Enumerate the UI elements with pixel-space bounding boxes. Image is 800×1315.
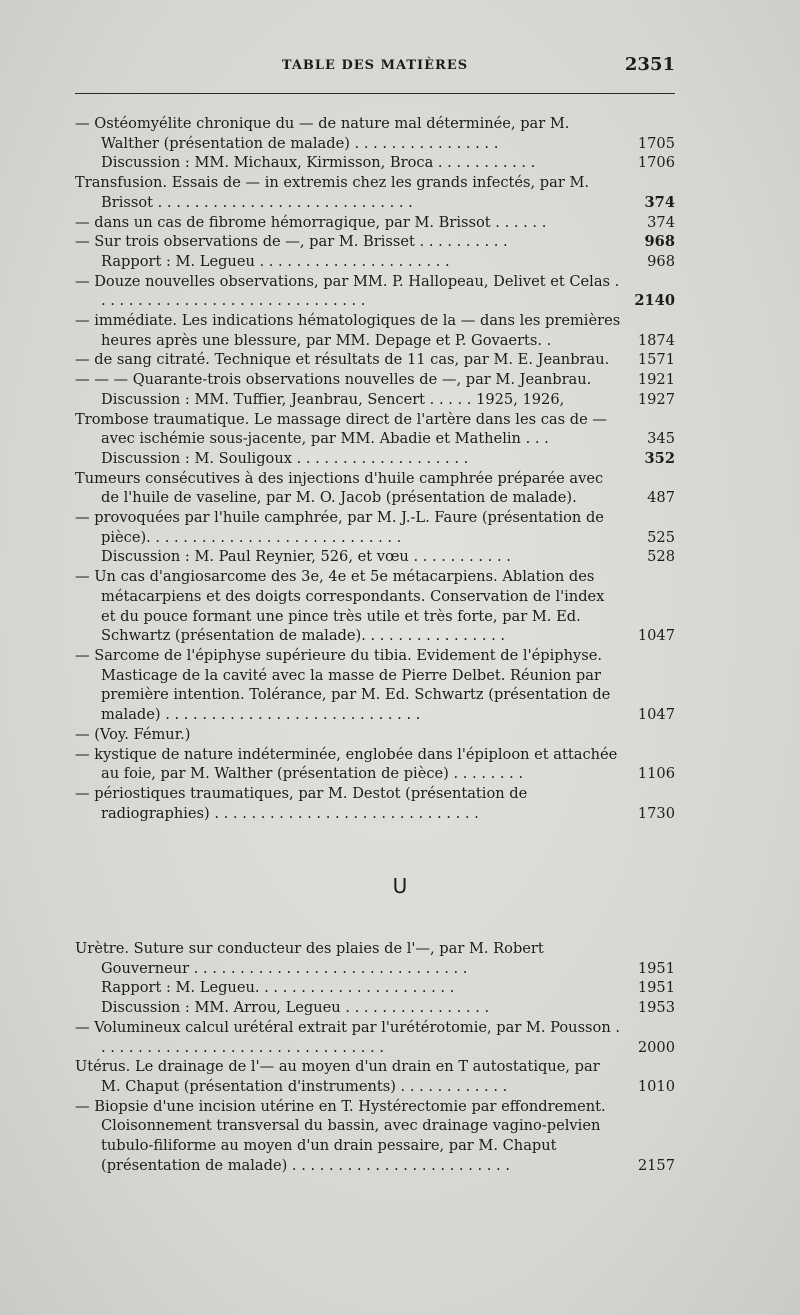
entry-page: 1106 — [637, 765, 675, 783]
entry-page: 374 — [647, 213, 675, 231]
entry-page: 1921 — [637, 371, 675, 389]
section-letter: U — [392, 874, 408, 898]
entry-text: — provoquées par l'huile camphrée, par M. J.-L. Faure (présentation de pièce). . . . . . . . . . . . . . . . . . . . . . . . . . . . — [75, 509, 604, 546]
index-entry — [75, 272, 675, 311]
entry-page: 525 — [647, 528, 675, 546]
entry-text: Discussion : MM. Tuffier, Jeanbrau, Sencert . . . . . 1925, 1926, — [101, 390, 565, 408]
entry-page: 374 — [644, 193, 675, 211]
entry-page: 487 — [647, 489, 675, 507]
entry-text: Trombose traumatique. Le massage direct de l'artère dans les cas de — avec ischémie sous-jacente, par MM. Abadie et Mathelin . . . — [75, 410, 607, 448]
index-entry — [75, 1097, 675, 1176]
entry-page: 968 — [644, 233, 675, 251]
index-entry — [75, 114, 675, 153]
entry-page: 968 — [647, 252, 675, 270]
header-rule — [75, 93, 675, 94]
entry-text: — Sur trois observations de —, par M. Brisset . . . . . . . . . . — [75, 233, 508, 251]
entry-text: — de sang citraté. Technique et résultats de 11 cas, par M. E. Jeanbrau. — [75, 351, 610, 369]
entry-page: 1874 — [637, 331, 675, 349]
index-entries-top — [75, 114, 675, 823]
entry-page: 1047 — [637, 706, 675, 724]
entry-text: Tumeurs consécutives à des injections d'huile camphrée préparée avec de l'huile de vaseline, par M. O. Jacob (présentation de malade). — [75, 469, 604, 507]
index-entry — [75, 469, 675, 508]
entry-text: Rapport : M. Legueu . . . . . . . . . . . . . . . . . . . . . — [101, 252, 450, 270]
index-entry — [75, 390, 675, 410]
index-entry — [75, 410, 675, 449]
entry-text: — Sarcome de l'épiphyse supérieure du tibia. Evidement de l'épiphyse. Masticage de la cavité avec la masse de Pierre Delbet. Réunion par première intention. Tolérance, par M. Ed. Schwartz (présentation de malade) . . . . . . . . . . . . . . . . . . . . . . . . . . . . — [75, 646, 611, 724]
entry-text: — (Voy. Fémur.) — [75, 725, 191, 743]
entry-page: 2157 — [637, 1156, 675, 1174]
index-entry — [75, 508, 675, 547]
entry-page: 1010 — [637, 1077, 675, 1095]
index-entry — [75, 311, 675, 350]
entry-page: 1047 — [637, 627, 675, 645]
entry-page: 345 — [647, 430, 675, 448]
entry-text: Discussion : M. Souligoux . . . . . . . . . . . . . . . . . . . — [101, 449, 469, 467]
index-entry — [75, 153, 675, 173]
entry-page: 528 — [647, 548, 675, 566]
entry-page: 1953 — [637, 999, 675, 1017]
entry-text: — Ostéomyélite chronique du — de nature mal déterminée, par M. Walther (présentation de malade) . . . . . . . . . . . . . . . . — [75, 115, 570, 152]
entry-page: 352 — [644, 449, 675, 467]
entry-text: Utérus. Le drainage de l'— au moyen d'un drain en T autostatique, par M. Chaput (présentation d'instruments) . . . . . . . . . . . . — [75, 1058, 600, 1095]
index-entry — [75, 939, 675, 978]
index-entry — [75, 784, 675, 823]
index-entry — [75, 745, 675, 784]
entry-page: 2000 — [637, 1038, 675, 1056]
entry-text: — kystique de nature indéterminée, englobée dans l'épiploon et attachée au foie, par M. Walther (présentation de pièce) . . . . . . . . — [75, 745, 618, 783]
entry-text: Discussion : MM. Arrou, Legueu . . . . . . . . . . . . . . . . — [101, 999, 490, 1017]
entry-text: Discussion : MM. Michaux, Kirmisson, Broca . . . . . . . . . . . — [101, 154, 536, 172]
index-entry — [75, 1057, 675, 1096]
index-entry — [75, 646, 675, 725]
entry-page: 1706 — [637, 154, 675, 172]
entry-text: Transfusion. Essais de — in extremis chez les grands infectés, par M. Brissot . . . . . . . . . . . . . . . . . . . . . . . . . . . . — [75, 174, 590, 211]
entry-text: Urètre. Suture sur conducteur des plaies de l'—, par M. Robert Gouverneur . . . . . . . . . . . . . . . . . . . . . . . . . . . . . . — [75, 940, 544, 977]
entry-page: 1951 — [637, 979, 675, 997]
entry-page: 2140 — [634, 292, 675, 310]
entry-text: — Volumineux calcul urétéral extrait par l'urétérotomie, par M. Pousson . . . . . . . . . . . . . . . . . . . . . . . . . . . . . . . . — [75, 1018, 621, 1056]
entry-text: — Biopsie d'une incision utérine en T. Hystérectomie par effondrement. Cloisonnement transversal du bassin, avec drainage vagino-pelvien tubulo-filiforme au moyen d'un drain pessaire, par M. Chaput (présentation de malade) . . . . . . . . . . . . . . . . . . . . . . . . — [75, 1097, 606, 1174]
index-entry — [75, 567, 675, 646]
index-entry — [75, 449, 675, 469]
index-entry — [75, 978, 675, 998]
index-entry — [75, 173, 675, 212]
index-entry — [75, 350, 675, 370]
index-entries-bottom — [75, 939, 675, 1175]
entry-text: Rapport : M. Legueu. . . . . . . . . . . . . . . . . . . . . . — [101, 979, 455, 997]
entry-text: — périostiques traumatiques, par M. Destot (présentation de radiographies) . . . . . . . . . . . . . . . . . . . . . . . . . . . . . — [75, 784, 528, 822]
entry-page: 1571 — [637, 351, 675, 369]
running-header — [75, 56, 675, 86]
index-entry — [75, 370, 675, 390]
entry-text: — dans un cas de fibrome hémorragique, par M. Brissot . . . . . . — [75, 213, 547, 231]
entry-text: — immédiate. Les indications hématologiques de la — dans les premières heures après une blessure, par MM. Depage et P. Govaerts. . — [75, 312, 621, 349]
index-entry — [75, 725, 675, 745]
index-entry — [75, 252, 675, 272]
entry-text: — Un cas d'angiosarcome des 3e, 4e et 5e métacarpiens. Ablation des métacarpiens et des doigts correspondants. Conservation de l'index et du pouce formant une pince très utile et très forte, par M. Ed. Schwartz (présentation de malade). . . . . . . . . . . . . . . . — [75, 568, 605, 645]
index-entry — [75, 232, 675, 252]
index-entry — [75, 1018, 675, 1057]
entry-text: Discussion : M. Paul Reynier, 526, et vœu . . . . . . . . . . . — [101, 548, 511, 566]
entry-text: — Douze nouvelles observations, par MM. P. Hallopeau, Delivet et Celas . . . . . . . . . . . . . . . . . . . . . . . . . . . . . . — [75, 272, 620, 310]
entry-text: — — — Quarante-trois observations nouvelles de —, par M. Jeanbrau. — [75, 371, 592, 389]
entry-page: 1730 — [637, 804, 675, 822]
entry-page: 1705 — [637, 134, 675, 152]
entry-page: 1951 — [637, 959, 675, 977]
index-entry — [75, 998, 675, 1018]
page-title: TABLE DES MATIÈRES — [281, 58, 469, 73]
index-entry — [75, 213, 675, 233]
entry-page: 1927 — [637, 390, 675, 408]
index-entry — [75, 547, 675, 567]
page-number: 2351 — [624, 54, 675, 75]
